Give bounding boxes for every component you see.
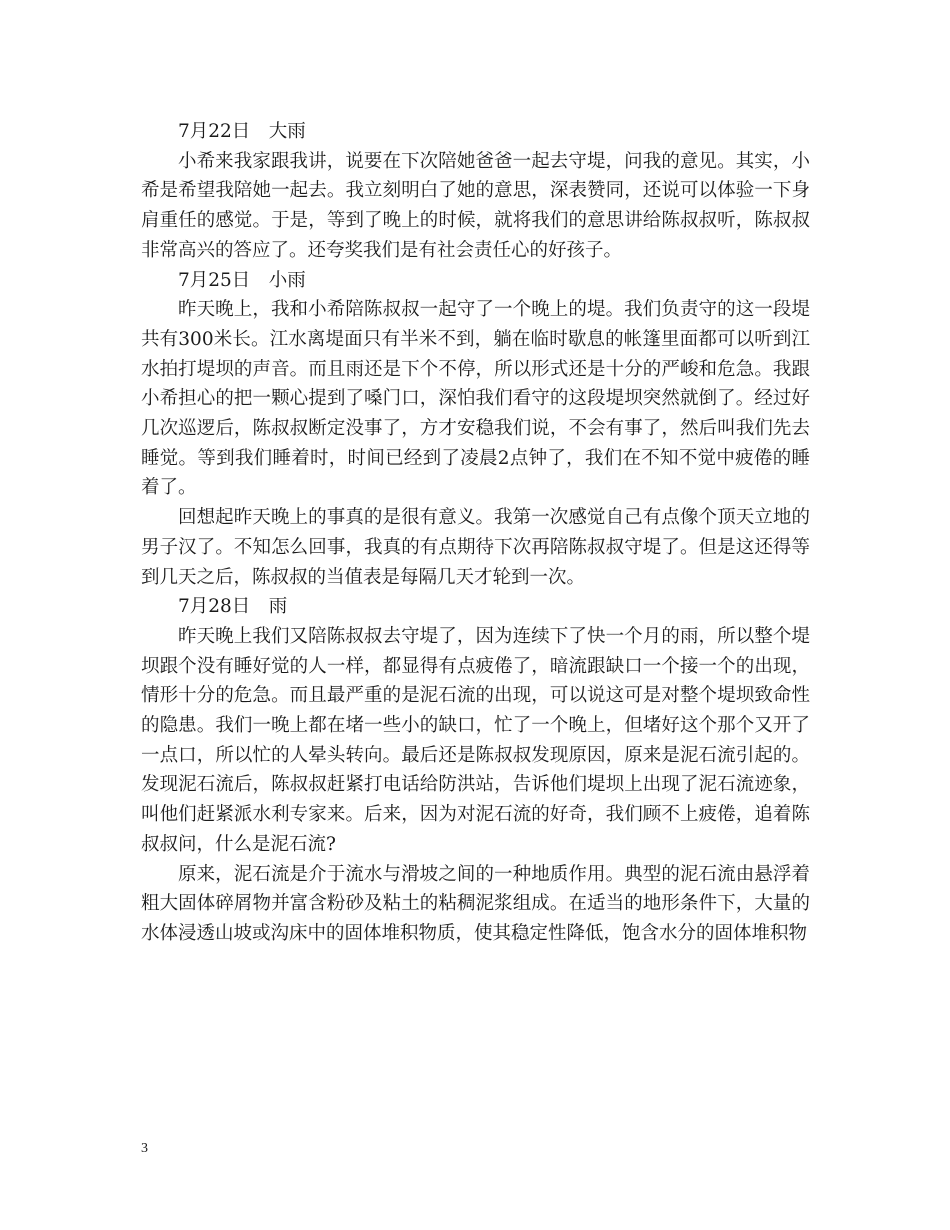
paragraph: 小希来我家跟我讲，说要在下次陪她爸爸一起去守堤，问我的意见。其实，小希是希望我陪她一起去。我立刻明白了她的意思，深表赞同，还说可以体验一下身肩重任的感觉。于是，等到了晚上的时候，就将我们的意思讲给陈叔叔听，陈叔叔非常高兴的答应了。还夸奖我们是有社会责任心的好孩子。	[141, 150, 810, 261]
diary-date-heading: 7月25日 小雨	[178, 269, 306, 291]
paragraph: 昨天晚上我们又陪陈叔叔去守堤了，因为连续下了快一个月的雨，所以整个堤坝跟个没有睡好觉的人一样，都显得有点疲倦了，暗流跟缺口一个接一个的出现，情形十分的危急。而且最严重的是泥石流的出现，可以说这可是对整个堤坝致命性的隐患。我们一晚上都在堵一些小的缺口，忙了一个晚上，但堵好这个那个又开了一点口，所以忙的人晕头转向。最后还是陈叔叔发现原因，原来是泥石流引起的。发现泥石流后，陈叔叔赶紧打电话给防洪站，告诉他们堤坝上出现了泥石流迹象，叫他们赶紧派水利专家来。后来，因为对泥石流的好奇，我们顾不上疲倦，追着陈叔叔问，什么是泥石流?	[141, 625, 810, 855]
diary-date-heading: 7月28日 雨	[178, 596, 288, 618]
paragraph: 原来，泥石流是介于流水与滑坡之间的一种地质作用。典型的泥石流由悬浮着粗大固体碎屑物并富含粉砂及粘土的粘稠泥浆组成。在适当的地形条件下，大量的水体浸透山坡或沟床中的固体堆积物质，使其稳定性降低，饱含水分的固体堆积物	[141, 863, 810, 944]
page-number: 3	[141, 1141, 148, 1156]
paragraph: 昨天晚上，我和小希陪陈叔叔一起守了一个晚上的堤。我们负责守的这一段堤共有300米长。江水离堤面只有半米不到，躺在临时歇息的帐篷里面都可以听到江水拍打堤坝的声音。而且雨还是下个不停，所以形式还是十分的严峻和危急。我跟小希担心的把一颗心提到了嗓门口，深怕我们看守的这段堤坝突然就倒了。经过好几次巡逻后，陈叔叔断定没事了，方才安稳我们说，不会有事了，然后叫我们先去睡觉。等到我们睡着时，时间已经到了凌晨2点钟了，我们在不知不觉中疲倦的睡着了。	[141, 299, 810, 499]
diary-date-heading: 7月22日 大雨	[178, 121, 306, 142]
document-body	[141, 117, 810, 949]
paragraph: 回想起昨天晚上的事真的是很有意义。我第一次感觉自己有点像个顶天立地的男子汉了。不知怎么回事，我真的有点期待下次再陪陈叔叔守堤了。但是这还得等到几天之后，陈叔叔的当值表是每隔几天才轮到一次。	[141, 507, 810, 588]
